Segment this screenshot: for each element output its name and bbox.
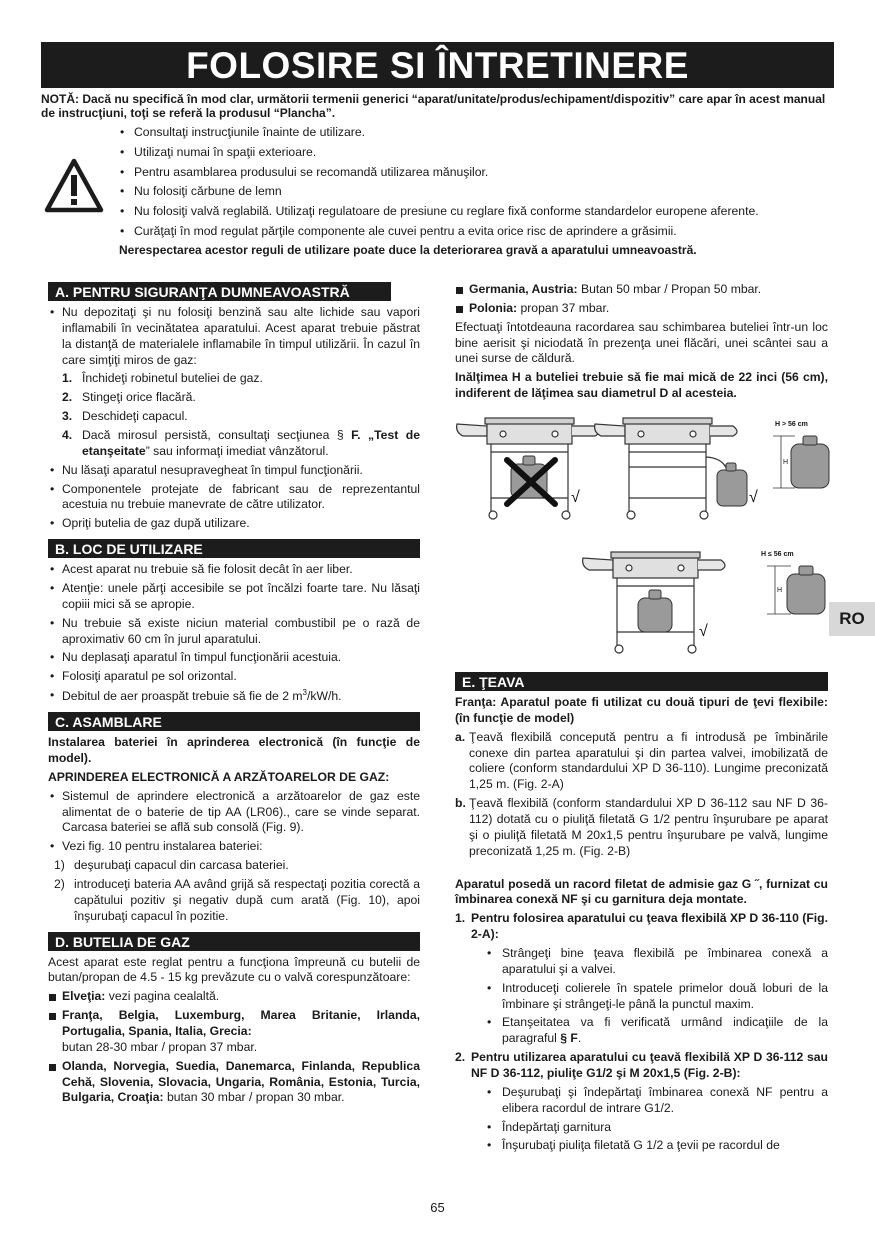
- step-item: [62, 371, 420, 387]
- pressure-text: butan 28-30 mbar / propan 37 mbar.: [62, 1039, 258, 1054]
- section-e-heading: E. ŢEAVA: [455, 672, 828, 691]
- usage-step-text: Etanşeitatea va fi verificată urmând indicaţiile de la paragraful: [502, 1015, 828, 1046]
- pressure-text: propan 37 mbar.: [517, 300, 610, 315]
- item-text: Ţeavă flexibilă concepută pentru a fi introdusă pe îmbinările conexe din partea aparatului şi din partea valvei, imobilizată de coliere (conform standardului XP D 36-110). Lungime preconizată 1,25 m. (Fig. 2-A): [469, 729, 828, 792]
- height-label-le: H ≤ 56 cm: [761, 551, 794, 558]
- list-item-text: Debitul de aer proaspăt trebuie să fie de 2 m: [62, 689, 303, 704]
- height-paragraph: Inălţimea H a buteliei trebuie să fie mai mică de 22 inci (56 cm), indiferent de lăţimea sau diametrul D al acesteia.: [455, 370, 828, 401]
- step-text: ” sau informaţi imediat vânzătorul.: [145, 443, 329, 458]
- short-bottle-icon: [787, 566, 825, 614]
- language-tab: RO: [829, 602, 875, 636]
- step-item: [62, 428, 420, 460]
- section-c-list: [48, 789, 420, 855]
- step-item: [54, 858, 420, 874]
- section-a-list: [48, 305, 420, 532]
- list-item: • Componentele protejate de fabricant sau de reprezentantul acestuia nu trebuie manevrate de către utilizator.: [48, 482, 420, 514]
- section-d-intro: Acest aparat este reglat pentru a funcţiona împreună cu butelii de butan/propan de 4.5 - 15 kg prevăzute cu o valvă corespunzătoare:: [48, 954, 420, 985]
- list-item-text: /kW/h.: [306, 689, 342, 704]
- gas-bottle-icon: [717, 463, 747, 506]
- step-number: 1.: [62, 371, 73, 386]
- list-item: • Nu trebuie să existe niciun material combustibil pe o rază de aproximativ 60 cm în jurul aparatului.: [48, 616, 420, 648]
- list-item: [455, 301, 828, 317]
- list-item: [48, 1008, 420, 1056]
- country-label: Polonia:: [469, 300, 518, 315]
- superscript: 3: [302, 688, 307, 698]
- list-item: • Vezi fig. 10 pentru instalarea bateriei:: [48, 839, 420, 855]
- paragraph-ref: § F: [560, 1031, 578, 1046]
- pressure-text: Butan 50 mbar / Propan 50 mbar.: [577, 282, 762, 296]
- step-number: 2.: [62, 390, 73, 405]
- usage-step-text: .: [577, 1031, 582, 1046]
- list-item-text: Nu depozitaţi şi nu folosiţi benzină sau alte lichide sau vapori inflamabili în vecinătatea aparatului. Acest aparat trebuie păstrat la distanţă de materialele inflamabile în timpul utilizării. În cazul în care simţiţi miros de gaz:: [62, 305, 420, 367]
- height-label-gt: H > 56 cm: [775, 421, 808, 428]
- hose-type-item: [455, 730, 828, 793]
- grill-correct-illustration: [595, 418, 737, 519]
- list-item: [48, 688, 420, 705]
- usage-steps: [471, 1085, 828, 1154]
- country-label: Elveţia:: [62, 989, 106, 1004]
- height-marker: H: [783, 459, 789, 466]
- check-mark: √: [749, 489, 758, 506]
- section-c-heading: C. ASAMBLARE: [48, 712, 420, 731]
- section-e: [455, 672, 828, 1157]
- section-c-subtitle: Instalarea bateriei în aprinderea electronică (în funcţie de model).: [48, 735, 420, 765]
- step-text: deşurubaţi capacul din carcasa bateriei.: [74, 858, 289, 873]
- step-text: Deschideţi capacul.: [82, 409, 188, 424]
- left-column: [48, 282, 420, 1109]
- section-d-list: [48, 989, 420, 1106]
- right-country-list: [455, 282, 828, 317]
- usage-item: [455, 1050, 828, 1154]
- usage-step: • Îndepărtaţi garnitura: [485, 1120, 828, 1136]
- item-letter: a.: [455, 729, 466, 744]
- page-number: 65: [430, 1200, 445, 1215]
- gas-bottle-icon: [638, 590, 672, 632]
- step-item: [62, 390, 420, 406]
- country-label: Olanda, Norvegia, Suedia, Danemarca, Finlanda, Republica Cehă, Slovenia, Slovacia, Ungaria, România, Estonia, Turcia, Bulgaria, Croaţia:: [62, 1058, 420, 1105]
- warning-item: • Consultaţi instrucţiunile înainte de utilizare.: [119, 123, 839, 143]
- list-item: • Acest aparat nu trebuie să fie folosit decât în aer liber.: [48, 562, 420, 578]
- warning-item: • Nu folosiţi valvă reglabilă. Utilizaţi regulatoare de presiune cu reglare fixă conforme standardelor europene aferente.: [119, 202, 839, 222]
- item-number: 2.: [455, 1050, 466, 1065]
- usage-title: Pentru folosirea aparatului cu ţeava flexibilă XP D 36-110 (Fig. 2-A):: [471, 911, 828, 942]
- list-item: [48, 1059, 420, 1107]
- hose-type-item: [455, 796, 828, 859]
- item-number: 1.: [455, 911, 466, 926]
- step-number: 2): [54, 876, 65, 891]
- warning-item: • Pentru asamblarea produsului se recomandă utilizarea mănuşilor.: [119, 163, 839, 183]
- list-item: • Nu deplasaţi aparatul în timpul funcţionării acestuia.: [48, 650, 420, 666]
- usage-steps: [471, 946, 828, 1047]
- check-mark: √: [699, 623, 708, 640]
- page-title: FOLOSIRE SI ÎNTRETINERE: [41, 42, 834, 88]
- item-letter: b.: [455, 796, 466, 811]
- usage-step: • Strângeţi bine ţeava flexibilă pe îmbinarea conexă a aparatului şi a valvei.: [485, 946, 828, 978]
- step-number: 4.: [62, 428, 73, 443]
- pressure-text: vezi pagina cealaltă.: [105, 989, 220, 1004]
- battery-steps: [48, 858, 420, 924]
- inlet-paragraph: Aparatul posedă un racord filetat de admisie gaz G ˝, furnizat cu îmbinarea conexă NF şi cu garnitura deja montate.: [455, 876, 828, 907]
- section-b-list: [48, 562, 420, 705]
- connection-paragraph: Efectuaţi întotdeauna racordarea sau schimbarea buteliei într-un loc bine aerisit şi niciodată în prezenţa unei flăcări, unei scântei sau a unei surse de căldură.: [455, 319, 828, 366]
- gas-smell-steps: [62, 371, 420, 459]
- item-text: Ţeavă flexibilă (conform standardului XP D 36-112 sau NF D 36-112) dotată cu o piuliţă filetată G 1/2 pentru înşurubare pe aparat şi o piuliţă filetată M 20x1,5 pentru înşurubare pe valvă, lungime preconizată 1,25 m. (Fig. 2-B): [469, 796, 828, 858]
- list-item: [48, 989, 420, 1005]
- step-number: 1): [54, 858, 65, 873]
- section-d-heading: D. BUTELIA DE GAZ: [48, 932, 420, 951]
- country-label: Germania, Austria:: [469, 282, 578, 296]
- country-label: Franţa, Belgia, Luxemburg, Marea Britanie, Irlanda, Portugalia, Spania, Italia, Grecia:: [62, 1008, 420, 1038]
- usage-step: [485, 1015, 828, 1047]
- note-paragraph: NOTĂ: Dacă nu specifică în mod clar, următorii termenii generici “aparat/unitate/produs/echipament/dispozitiv” care apar în acest manual de instrucţiuni, toţi se referă la produsul “Plancha”.: [41, 92, 826, 120]
- step-text: Închideţi robinetul buteliei de gaz.: [82, 371, 263, 386]
- list-item: • Sistemul de aprindere electronică a arzătoarelor de gaz este alimentat de o baterie de tip AA (LR06)., care se vinde separat. Carcasa bateriei se află sub consolă (Fig. 9).: [48, 789, 420, 837]
- step-text: Dacă mirosul persistă, consultaţi secţiunea §: [82, 428, 352, 443]
- list-item: • Atenţie: unele părţi accesibile se pot încălzi foarte tare. Nu lăsaţi copiii mici să se apropie.: [48, 581, 420, 613]
- step-ref: F. „Test de etanşeitate: [82, 428, 420, 458]
- section-e-intro: Franţa: Aparatul poate fi utilizat cu două tipuri de ţevi flexibile: (în funcţie de model): [455, 695, 828, 725]
- section-a-heading: A. PENTRU SIGURANŢA DUMNEAVOASTRĂ: [48, 282, 391, 301]
- step-number: 3.: [62, 409, 73, 424]
- list-item: • Folosiţi aparatul pe sol orizontal.: [48, 669, 420, 685]
- warning-triangle-icon: [44, 158, 104, 214]
- hose-usage-list: [455, 911, 828, 1154]
- pressure-text: butan 30 mbar / propan 30 mbar.: [163, 1090, 345, 1105]
- section-c-subtitle: APRINDEREA ELECTRONICĂ A ARZĂTOARELOR DE GAZ:: [48, 769, 390, 784]
- warning-item: • Nu folosiţi cărbune de lemn: [119, 182, 839, 202]
- hose-types-list: [455, 730, 828, 860]
- check-mark: √: [571, 489, 580, 506]
- height-marker: H: [777, 587, 783, 594]
- warning-list: [119, 123, 839, 242]
- usage-step: • Deşurubaţi şi îndepărtaţi îmbinarea conexă NF pentru a elibera racordul de intrare G1/2.: [485, 1085, 828, 1117]
- step-text: Stingeţi orice flacără.: [82, 390, 196, 405]
- list-item: [48, 305, 420, 460]
- step-item: [62, 409, 420, 425]
- usage-item: [455, 911, 828, 1047]
- list-item: [455, 282, 828, 298]
- usage-step: • Înşurubaţi piuliţa filetată G 1/2 a ţevii pe racordul de: [485, 1138, 828, 1154]
- section-b-heading: B. LOC DE UTILIZARE: [48, 539, 420, 558]
- gas-bottle-placement-figure: [455, 412, 835, 662]
- list-item: • Opriţi butelia de gaz după utilizare.: [48, 516, 420, 532]
- warning-item: • Utilizaţi numai în spaţii exterioare.: [119, 143, 839, 163]
- right-column: [455, 282, 828, 405]
- usage-step: • Introduceţi colierele în spatele primelor două loburi de la îmbinare şi strângeţi-le până la punctul maxim.: [485, 981, 828, 1013]
- warning-item: • Curăţaţi în mod regulat părţile componente ale cuvei pentru a evita orice risc de aprindere a grăsimii.: [119, 222, 839, 242]
- step-item: [54, 877, 420, 925]
- list-item: • Nu lăsaţi aparatul nesupravegheat în timpul funcţionării.: [48, 463, 420, 479]
- warning-final: Nerespectarea acestor reguli de utilizare poate duce la deteriorarea gravă a aparatului umneavoastră.: [119, 243, 697, 257]
- step-text: introduceţi bateria AA având grijă să respectaţi pozitia corectă a capătului pozitiv şi negativ după cum arată (Fig. 10), apoi înşurubaţi capacul în pozitie.: [74, 876, 420, 923]
- usage-title: Pentru utilizarea aparatului cu ţeavă flexibilă XP D 36-112 sau NF D 36-112, piuliţe G1/2 şi M 20x1,5 (Fig. 2-B):: [471, 1050, 828, 1081]
- tall-bottle-icon: [791, 436, 829, 488]
